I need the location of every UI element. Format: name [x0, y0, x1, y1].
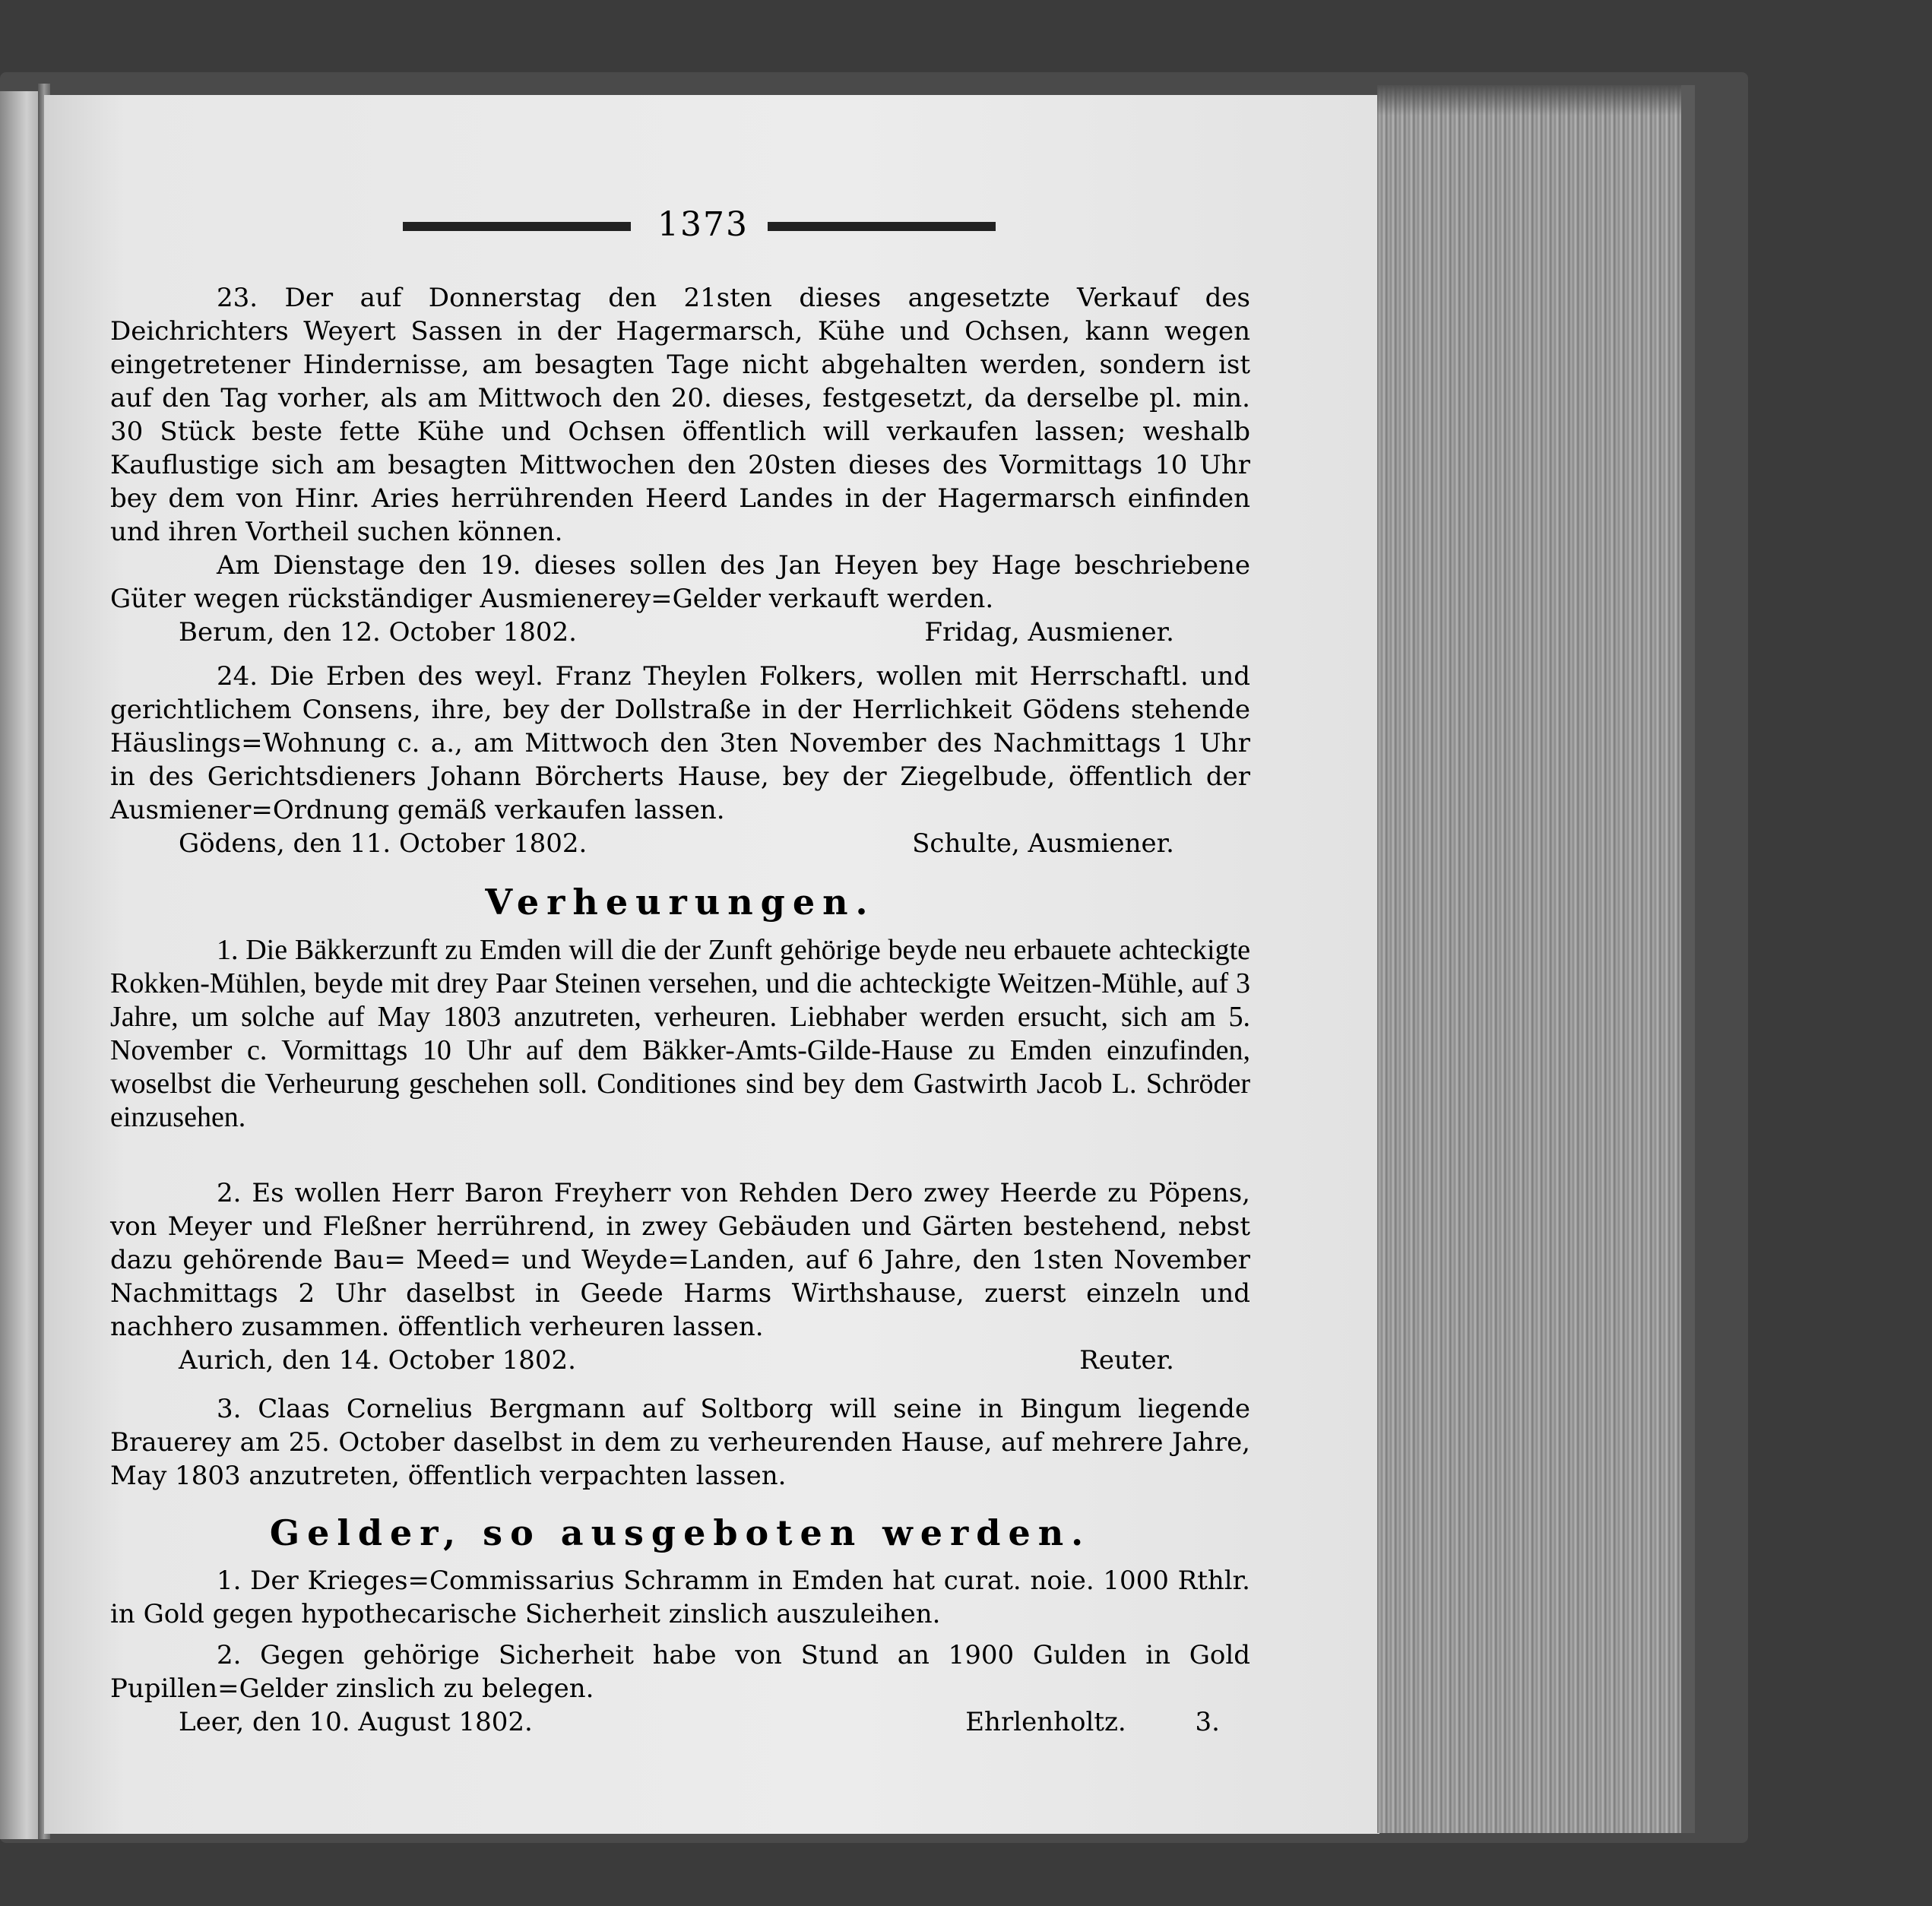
verheurung-2-text: 2. Es wollen Herr Baron Freyherr von Rehden Dero zwey Heerde zu Pöpens, von Meyer und Fleßner herrührend, in zwey Gebäuden und Gärten bestehend, nebst dazu gehörende Bau= Meed= und Weyde=Landen, auf 6 Jahre, den 1sten November Nachmittags 2 Uhr daselbst in Geede Harms Wirthshause, zuerst einzeln und nachhero zusammen. öffentlich verheuren lassen. — [110, 1178, 1250, 1342]
signature-place-date: Aurich, den 14. October 1802. — [179, 1345, 576, 1376]
section-gelder — [110, 1512, 1250, 1739]
page-header — [403, 205, 996, 251]
signature-name-with-catchword — [965, 1705, 1250, 1739]
header-rule-right — [768, 222, 996, 231]
notice-23 — [110, 281, 1250, 649]
notice-24 — [110, 660, 1250, 860]
notice-24-signature — [110, 827, 1250, 860]
verheurung-2-signature — [110, 1344, 1250, 1377]
signature-place-date: Berum, den 12. October 1802. — [179, 617, 577, 647]
catchword: 3. — [1195, 1707, 1220, 1737]
signature-place-date: Leer, den 10. August 1802. — [179, 1707, 533, 1737]
gelder-2-signature — [110, 1705, 1250, 1739]
verheurung-3 — [110, 1392, 1250, 1493]
section-verheurungen — [110, 882, 1250, 1134]
notice-24-text: 24. Die Erben des weyl. Franz Theylen Folkers, wollen mit Herrschaftl. und gerichtlichem Consens, ihre, bey der Dollstraße in der Herrlichkeit Gödens stehende Häuslings=Wohnung c. a., am Mittwoch den 3ten November des Nachmittags 1 Uhr in des Gerichtsdieners Johann Börcherts Hause, bey der Ziegelbude, öffentlich der Ausmiener=Ordnung gemäß verkaufen lassen. — [110, 661, 1250, 825]
gelder-2-text: 2. Gegen gehörige Sicherheit habe von Stund an 1900 Gulden in Gold Pupillen=Gelder zinslich zu belegen. — [110, 1640, 1250, 1704]
page-block-edge — [1377, 85, 1695, 1833]
signature-name: Fridag, Ausmiener. — [924, 617, 1174, 647]
header-rule-left — [403, 222, 631, 231]
notice-23-signature — [110, 616, 1250, 649]
signature-name: Reuter. — [1079, 1345, 1174, 1376]
notice-23-text: 23. Der auf Donnerstag den 21sten dieses angesetzte Verkauf des Deichrichters Weyert Sassen in der Hagermarsch, Kühe und Ochsen, kann wegen eingetretener Hindernisse, am besagten Tage nicht abgehalten werden, sondern ist auf den Tag vorher, als am Mittwoch den 20. dieses, festgesetzt, da derselbe pl. min. 30 Stück beste fette Kühe und Ochsen öffentlich will verkaufen lassen; weshalb Kauflustige sich am besagten Mittwochen den 20sten dieses des Vormittags 10 Uhr bey dem von Hinr. Aries herrührenden Heerd Landes in der Hagermarsch einfinden und ihren Vortheil suchen können. — [110, 283, 1250, 547]
verheurung-1-text: 1. Die Bäkkerzunft zu Emden will die der Zunft gehörige beyde neu erbauete achteckigte Rokken-Mühlen, beyde mit drey Paar Steinen versehen, und die achteckigte Weitzen-Mühle, auf 3 Jahre, um solche auf May 1803 anzutreten, verheuren. Liebhaber werden ersucht, sich am 5. November c. Vormittags 10 Uhr auf dem Bäkker-Amts-Gilde-Hause zu Emden einzufinden, woselbst die Verheurung geschehen soll. Conditiones sind bey dem Gastwirth Jacob L. Schröder einzusehen. — [110, 934, 1250, 1133]
section-heading: Verheurungen. — [485, 882, 876, 923]
signature-name: Ehrlenholtz. — [965, 1707, 1126, 1737]
notice-23-addendum: Am Dienstage den 19. dieses sollen des Jan Heyen bey Hage beschriebene Güter wegen rückständiger Ausmienerey=Gelder verkauft werden. — [110, 550, 1250, 614]
page-number: 1373 — [657, 205, 749, 244]
signature-name: Schulte, Ausmiener. — [912, 828, 1174, 859]
verheurung-3-text: 3. Claas Cornelius Bergmann auf Soltborg will seine in Bingum liegende Brauerey am 25. October daselbst in dem zu verheurenden Hause, auf mehrere Jahre, May 1803 anzutreten, öffentlich verpachten lassen. — [110, 1394, 1250, 1491]
gelder-1-text: 1. Der Krieges=Commissarius Schramm in Emden hat curat. noie. 1000 Rthlr. in Gold gegen hypothecarische Sicherheit zinslich auszuleihen. — [110, 1566, 1250, 1629]
section-heading: Gelder, so ausgeboten werden. — [269, 1512, 1091, 1553]
verheurung-2 — [110, 1176, 1250, 1377]
signature-place-date: Gödens, den 11. October 1802. — [179, 828, 588, 859]
